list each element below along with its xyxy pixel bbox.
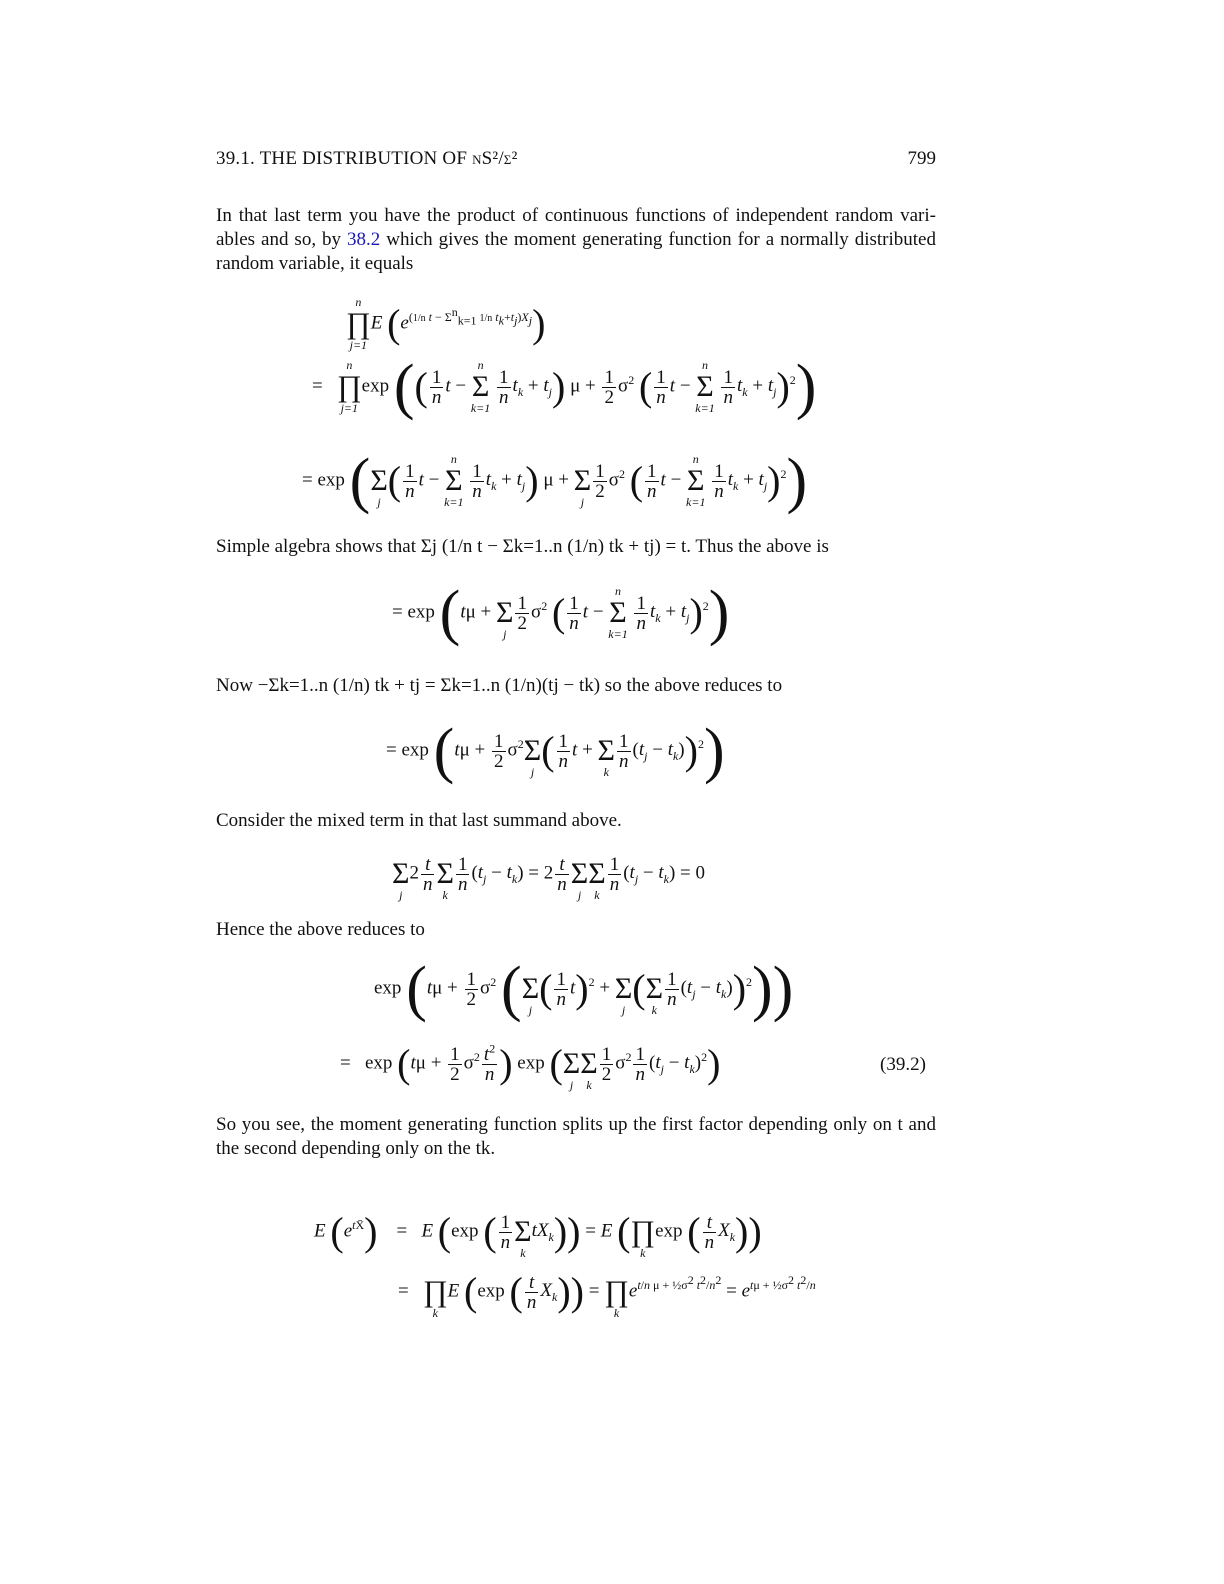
equation-product-expectation: n ∏ j=1 E $(e^{(1/n t - \Sigma^n_{k=1} 1/n t_k+t_j)X_j})$	[346, 295, 546, 352]
paragraph-5-text: Hence the above reduces to	[216, 919, 425, 940]
equation-exp-sum: = exp ( Σ j ( $\frac{1}{n}$ t − n Σ k=1 $\frac{1}{n}$ $t_k + t_j$) μ + Σ j $\frac{1}{2}$ $\sigma^2$ ( $\frac{1}{n}$ t − n Σ k=1 $\frac{1}{n}$ $t_k + t_j)^2$)	[302, 447, 808, 515]
equation-mgf-mean: E $(e^{tX̄})$ = E (exp ( $\frac{1}{n}$ Σ k $tX_k)) = E$ ( ∏ k exp ( $\frac{t}{n}$ $X_k$))	[314, 1209, 762, 1260]
equation-mixed-term: Σ j 2 $\frac{t}{n}$ Σ k $\frac{1}{n}$ $(t_j - t_k) = 2$ $\frac{t}{n}$ Σ j Σ k $\frac{1}{n}$ $(t_j - t_k) = 0$	[392, 853, 706, 902]
paragraph-1-text-b: which gives the moment generating function for a normally distributed random variable, it equals	[216, 229, 936, 274]
section-title: 39.1. THE DISTRIBUTION OF nS²/σ²	[216, 148, 518, 169]
paragraph-3-text: Now −Σk=1..n (1/n) tk + tj = Σk=1..n (1/n)(tj − tk) so the above reduces to	[216, 675, 783, 696]
paragraph-6	[216, 1113, 936, 1161]
paragraph-2-text: Simple algebra shows that Σj (1/n t − Σk=1..n (1/n) tk + tj) = t. Thus the above is	[216, 536, 829, 557]
equation-exp-product: = n ∏ j=1 exp (( $\frac{1}{n}$ t − n Σ k=1 $\frac{1}{n}$ $t_k + t_j$) μ + $\frac{1}{2}$ $\sigma^2$ ( $\frac{1}{n}$ t − n Σ k=1 $\frac{1}{n}$ $t_k + t_j)^2$)	[312, 353, 817, 421]
paragraph-2	[216, 535, 936, 559]
paragraph-4-text: Consider the mixed term in that last summand above.	[216, 810, 622, 831]
paragraph-4	[216, 809, 936, 833]
equation-mgf-product: = ∏ k E (exp ( $\frac{t}{n}$ $X_k$)) = ∏ k $e^{t/n \mu + \frac{1}{2}\sigma^2 t^2/n^2} = e^{t\mu + \frac{1}{2}\sigma^2 t^2/n}$	[398, 1269, 816, 1320]
equation-reduced: = exp (tμ + $\frac{1}{2}$ $\sigma^2$ Σ j ( $\frac{1}{n}$ t + Σ k $\frac{1}{n}$ $(t_j - t_k))^2$)	[386, 717, 725, 785]
equation-39-2: = exp (tμ + $\frac{1}{2}$ $\sigma^2$ $\frac{t^2}{n}$ ) exp ( Σ j Σ k $\frac{1}{2}$ $\sigma^2$ $\frac{1}{n}$ $(t_j - t_k)^2$)	[340, 1041, 721, 1092]
paragraph-1	[216, 204, 936, 276]
page-number: 799	[907, 148, 936, 169]
equation-t-mu: = exp (tμ + Σ j $\frac{1}{2}$ $\sigma^2$ ( $\frac{1}{n}$ t − n Σ k=1 $\frac{1}{n}$ $t_k + t_j)^2$)	[392, 579, 730, 647]
equation-number: (39.2)	[880, 1054, 926, 1075]
paragraph-1-text-a: In that last term you have the product of continuous functions of independent random vari-ables and so, by	[216, 205, 936, 250]
equation-hence-exp: exp (tμ + $\frac{1}{2}$ $\sigma^2$ ( Σ j ( $\frac{1}{n}$ t)$^2$ + Σ j ( Σ k $\frac{1}{n}$ $(t_j - t_k))^2$))	[374, 955, 794, 1023]
running-header	[216, 148, 936, 170]
paragraph-5	[216, 918, 936, 942]
paragraph-3	[216, 674, 936, 698]
reference-link-38-2[interactable]: 38.2	[347, 229, 381, 250]
paragraph-6-text: So you see, the moment generating function splits up the first factor depending only on t and the second depending only on the tk.	[216, 1114, 936, 1159]
